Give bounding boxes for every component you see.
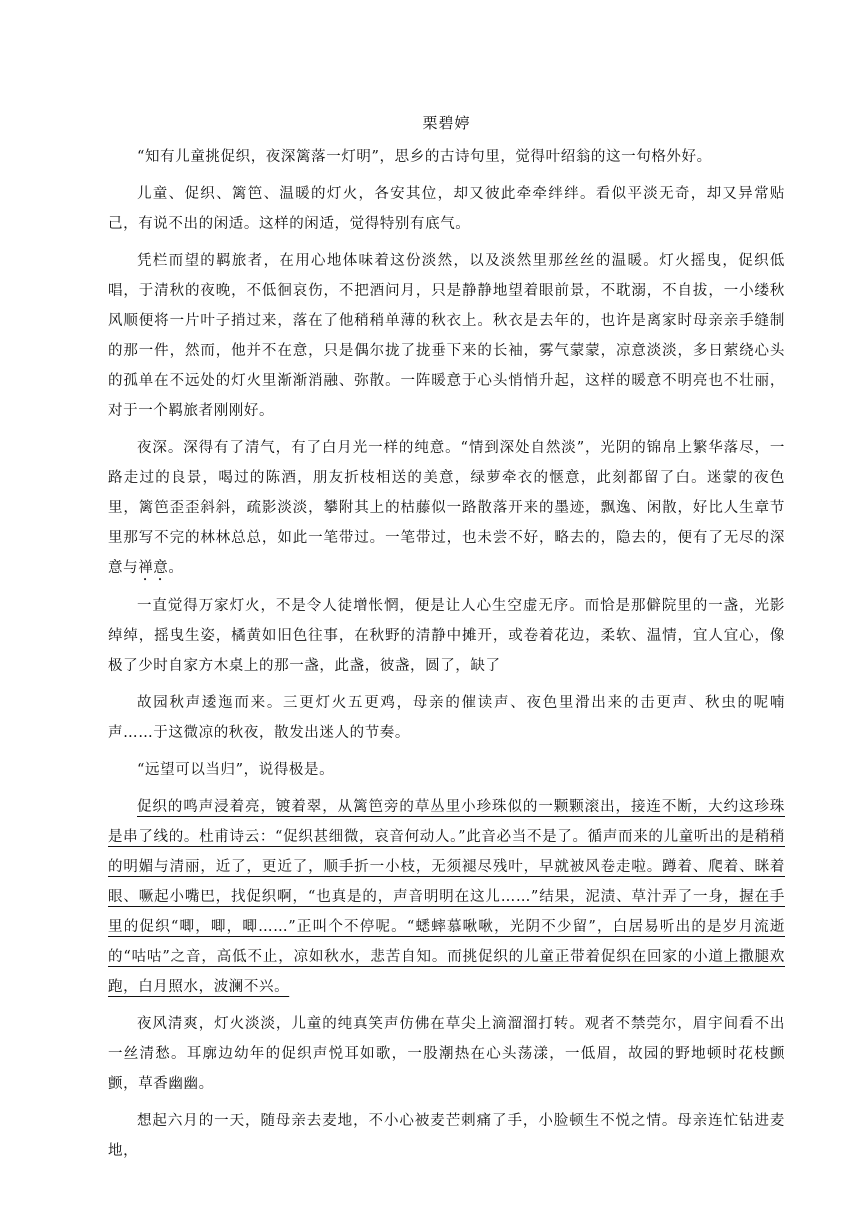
paragraph-10: 想起六月的一天，随母亲去麦地，不小心被麦芒刺痛了手，小脸顿生不悦之情。母亲连忙钻进麦地， (108, 1113, 785, 1159)
paragraph-6: 故园秋声逶迤而来。三更灯火五更鸡，母亲的催读声、夜色里滑出来的击更声、秋虫的呢喃声……于这微凉的秋夜，散发出迷人的节奏。 (108, 695, 785, 741)
article-body (108, 110, 785, 1173)
paragraph-2: 儿童、促织、篱笆、温暖的灯火，各安其位，却又彼此牵牵绊绊。看似平淡无奇，却又异常贴己，有说不出的闲适。这样的闲适，觉得特别有底气。 (108, 186, 785, 232)
paragraph-1: “知有儿童挑促织，夜深篱落一灯明”，思乡的古诗句里，觉得叶绍翁的这一句格外好。 (137, 149, 712, 165)
paragraph-4-end: 。 (168, 560, 184, 576)
paragraph-4 (108, 433, 785, 584)
paragraph-9: 夜风清爽，灯火淡淡，儿童的纯真笑声仿佛在草尖上滴溜溜打转。观者不禁莞尔，眉宇间看不出一丝清愁。耳廓边幼年的促织声悦耳如歌，一股潮热在心头荡漾，一低眉，故园的野地顿时花枝颤颤，草香幽幽。 (108, 1016, 785, 1092)
paragraph-7: “远望可以当归”，说得极是。 (137, 762, 335, 778)
paragraph-4-text: 夜深。深得有了清气，有了白月光一样的纯意。“情到深处自然淡”，光阴的锦帛上繁华落尽，一路走过的良景，喝过的陈酒，朋友折枝相送的美意，绿萝牵衣的惬意，此刻都留了白。迷蒙的夜色里，篱笆歪歪斜斜，疏影淡淡，攀附其上的枯藤似一路散落开来的墨迹，飘逸、闲散，好比人生章节里那写不完的林林总总，如此一笔带过。一笔带过，也未尝不好，略去的，隐去的，便有了无尽的深意与 (108, 440, 785, 576)
author-name: 栗碧婷 (422, 114, 471, 132)
paragraph-5: 一直觉得万家灯火，不是令人徒增怅惘，便是让人心生空虚无序。而恰是那僻院里的一盏，光影绰绰，摇曳生姿，橘黄如旧色往事，在秋野的清静中摊开，或卷着花边，柔软、温情，宜人宜心，像极了少时自家方木桌上的那一盏，此盏，彼盏，圆了，缺了 (108, 598, 785, 674)
underlined-paragraph: 促织的鸣声浸着亮，镀着翠，从篱笆旁的草丛里小珍珠似的一颗颗滚出，接连不断，大约这珍珠是串了线的。杜甫诗云：“促织甚细微，哀音何动人。”此音必当不是了。循声而来的儿童听出的是稍稍的明媚与清丽，近了，更近了，顺手折一小枝，无须褪尽残叶，早就被风卷走啦。蹲着、爬着、眯着眼、噘起小嘴巴，找促织啊，“也真是的，声音明明在这儿……”结果，泥渍、草汁弄了一身，握在手里的促织“唧，唧，唧……”正叫个不停呢。“蟋蟀慕啾啾，光阴不少留”，白居易听出的是岁月流逝的“咕咕”之音，高低不止，凉如秋水，悲苦自知。而挑促织的儿童正带着促织在回家的小道上撒腿欢跑，白月照水，波澜不兴。 (108, 799, 785, 995)
paragraph-3: 凭栏而望的羁旅者，在用心地体味着这份淡然，以及淡然里那丝丝的温暖。灯火摇曳，促织低唱，于清秋的夜晚，不低徊哀伤，不把酒问月，只是静静地望着眼前景，不耽溺，不自拔，一小缕秋风顺便将一片叶子捎过来，落在了他稍稍单薄的秋衣上。秋衣是去年的，也许是离家时母亲亲手缝制的那一件，然而，他并不在意，只是偶尔拢了拢垂下来的长袖，雾气蒙蒙，凉意淡淡，多日萦绕心头的孤单在不远处的灯火里渐渐消融、弥散。一阵暖意于心头悄悄升起，这样的暖意不明亮也不壮丽，对于一个羁旅者刚刚好。 (108, 253, 785, 419)
emphasized-text: 禅意 (138, 560, 169, 576)
